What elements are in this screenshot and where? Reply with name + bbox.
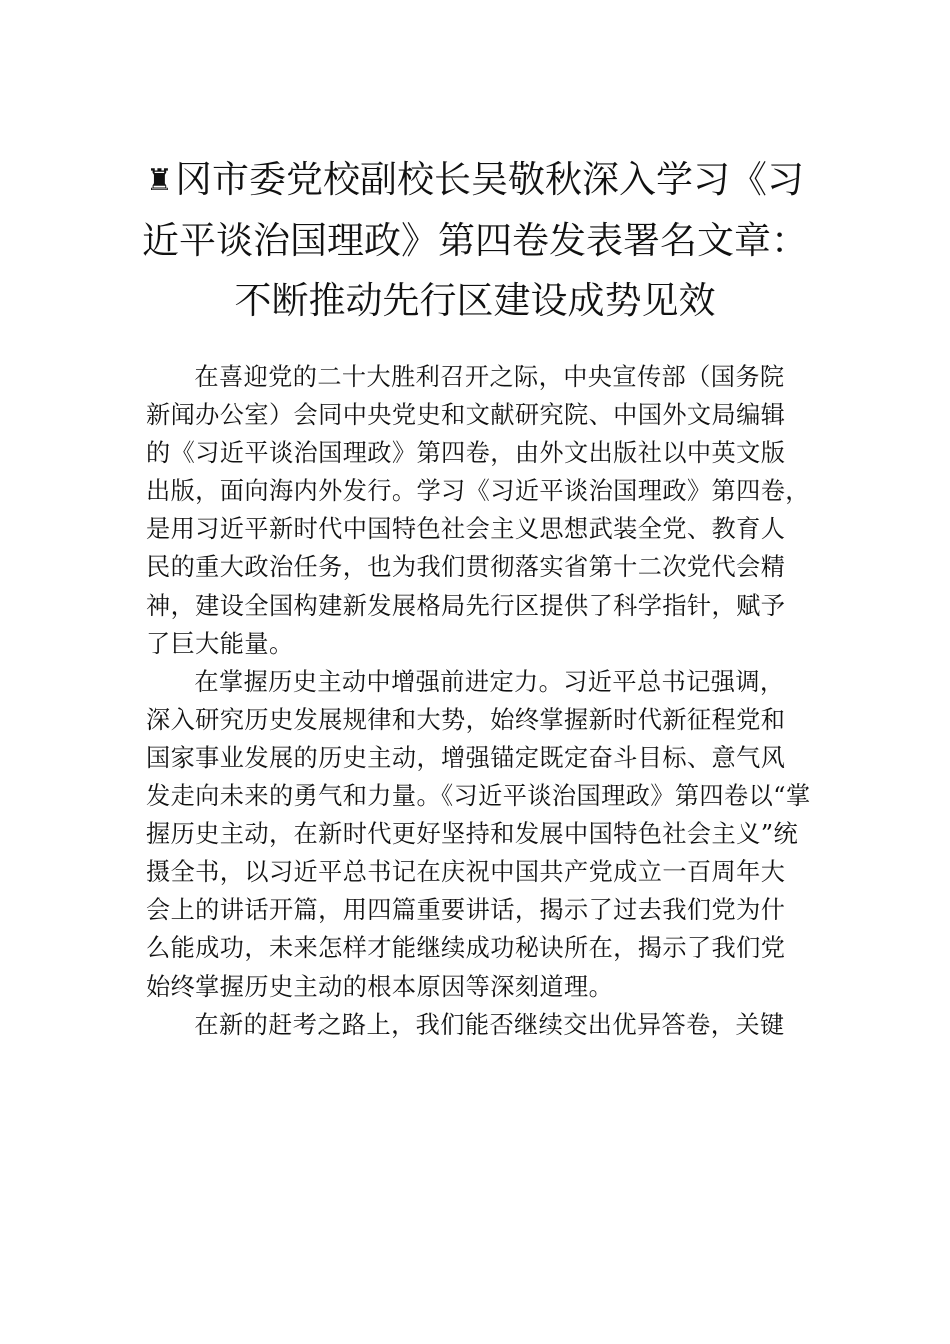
paragraph-line: 深入研究历史发展规律和大势，始终掌握新时代新征程党和	[146, 705, 786, 734]
title-line-3: 不断推动先行区建设成势见效	[234, 279, 716, 322]
paragraph-line: 了巨大能量。	[146, 629, 294, 658]
paragraph-3	[146, 1006, 806, 1044]
paragraph-line: 摄全书，以习近平总书记在庆祝中国共产党成立一百周年大	[146, 858, 786, 887]
paragraph-line: 新闻办公室）会同中央党史和文献研究院、中国外文局编辑	[146, 401, 786, 430]
paragraph-line: 会上的讲话开篇，用四篇重要讲话，揭示了过去我们党为什	[146, 896, 786, 925]
document-body	[146, 358, 811, 1044]
paragraph-line: 在掌握历史主动中增强前进定力。习近平总书记强调，	[194, 667, 785, 696]
title-line-1	[140, 150, 810, 211]
title-line-2: 近平谈治国理政》第四卷发表署名文章：	[142, 219, 808, 262]
paragraph-line: 国家事业发展的历史主动，增强锚定既定奋斗目标、意气风	[146, 743, 786, 772]
paragraph-line: 始终掌握历史主动的根本原因等深刻道理。	[146, 972, 614, 1001]
paragraph-line: 神，建设全国构建新发展格局先行区提供了科学指针，赋予	[146, 591, 786, 620]
paragraph-line: 的《习近平谈治国理政》第四卷，由外文出版社以中英文版	[146, 439, 786, 468]
paragraph-line: 是用习近平新时代中国特色社会主义思想武装全党、教育人	[146, 515, 786, 544]
paragraph-line: 在喜迎党的二十大胜利召开之际，中央宣传部（国务院	[194, 363, 785, 391]
paragraph-2	[146, 663, 811, 1006]
document-title	[140, 150, 810, 331]
rook-glyph-icon: ♜	[146, 163, 173, 198]
paragraph-line: 民的重大政治任务，也为我们贯彻落实省第十二次党代会精	[146, 553, 786, 582]
paragraph-line: 在新的赶考之路上，我们能否继续交出优异答卷，关键	[194, 1010, 785, 1039]
paragraph-line: 握历史主动，在新时代更好坚持和发展中国特色社会主义”统	[146, 820, 799, 849]
title-line-1-text: 冈市委党校副校长吴敬秋深入学习《习	[174, 158, 804, 201]
paragraph-line: 出版，面向海内外发行。学习《习近平谈治国理政》第四卷，	[146, 477, 810, 506]
paragraph-1	[146, 358, 810, 663]
paragraph-line: 发走向未来的勇气和力量。《习近平谈治国理政》第四卷以“掌	[146, 782, 811, 811]
paragraph-line: 么能成功，未来怎样才能继续成功秘诀所在，揭示了我们党	[146, 934, 786, 963]
